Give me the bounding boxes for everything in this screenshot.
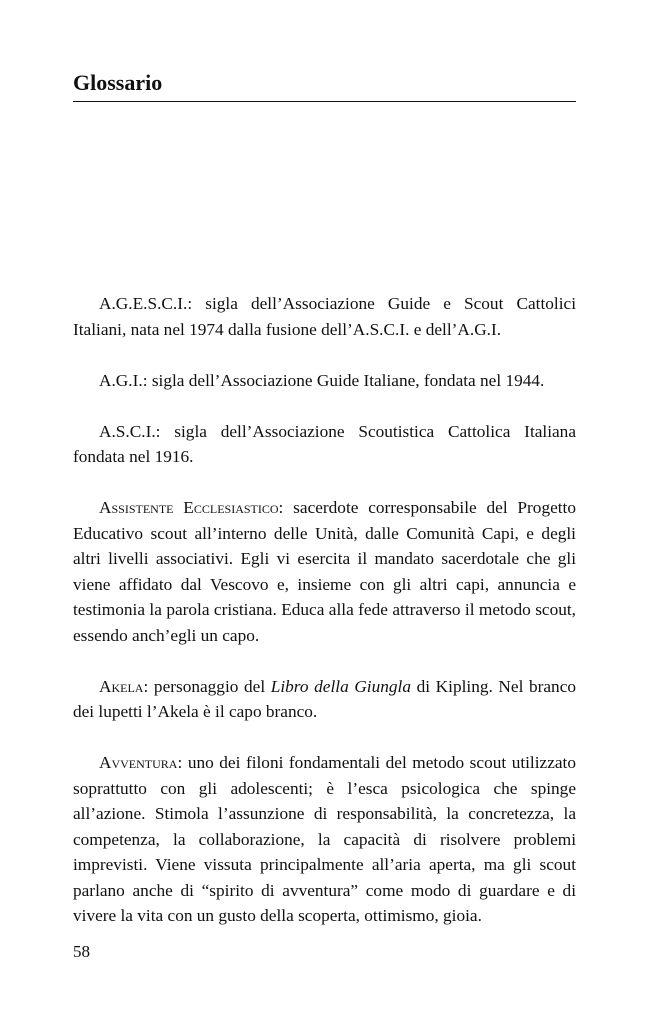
entry-definition-start: personaggio del	[153, 676, 271, 696]
glossary-entry-agesci	[73, 291, 576, 342]
entry-term: Akela	[99, 676, 144, 696]
glossary-entry-assistente-ecclesiastico	[73, 495, 576, 648]
glossary-entry-asci	[73, 419, 576, 470]
book-title-italic: Libro della Giungla	[270, 676, 411, 696]
glossary-entry-agi	[73, 368, 576, 394]
glossary-entry-akela	[73, 674, 576, 725]
entry-definition: uno dei filoni fondamentali del metodo scout utilizzato soprattutto con gli adolescenti; è l’esca psicologica che spinge all’azione. Stimola l’assunzione di responsabilità, la concretezza, la competenza, la collaborazione, la capacità di risolvere problemi imprevisti. Viene vissuta principalmente all’aria aperta, ma gli scout parlano anche di “spirito di avventura” come modo di guardare e di vivere la vita con un gusto della scoperta, ottimismo, gioia.	[73, 753, 576, 925]
page-number: 58	[73, 942, 90, 961]
glossary-entries	[73, 291, 576, 954]
entry-term: A.S.C.I.	[99, 421, 156, 441]
entry-separator: :	[143, 676, 154, 696]
entry-separator: :	[177, 753, 188, 772]
entry-definition: sacerdote corresponsabile del Progetto Educativo scout all’interno delle Unità, dalle Comunità Capi, e degli altri livelli associativi. Egli vi esercita il mandato sacerdotale che gli viene affidato dal Vescovo e, insieme con gli altri capi, annuncia e testimonia la parola cristiana. Educa alla fede attraverso il metodo scout, essendo anch’egli un capo.	[73, 498, 576, 645]
entry-term: A.G.I.	[99, 370, 143, 390]
entry-separator: :	[155, 421, 175, 441]
entry-term: Avventura	[99, 753, 178, 772]
entry-definition: sigla dell’Associazione Scoutistica Cattolica Italiana fondata nel 1916.	[73, 421, 576, 466]
glossary-entry-avventura	[73, 750, 576, 929]
entry-definition: sigla dell’Associazione Guide Italiane, fondata nel 1944.	[151, 370, 545, 390]
entry-definition: sigla dell’Associazione Guide e Scout Cattolici Italiani, nata nel 1974 dalla fusione dell’A.S.C.I. e dell’A.G.I.	[73, 294, 576, 339]
chapter-title: Glossario	[73, 70, 163, 95]
entry-separator: :	[187, 294, 206, 313]
entry-definition-end: di Kipling. Nel branco dei lupetti l’Akela è il capo branco.	[73, 676, 577, 721]
entry-term: A.G.E.S.C.I.	[99, 294, 188, 313]
chapter-header	[73, 71, 576, 102]
entry-term: Assistente Ecclesiastico	[99, 498, 279, 517]
entry-separator: :	[142, 370, 152, 390]
entry-separator: :	[278, 498, 294, 517]
